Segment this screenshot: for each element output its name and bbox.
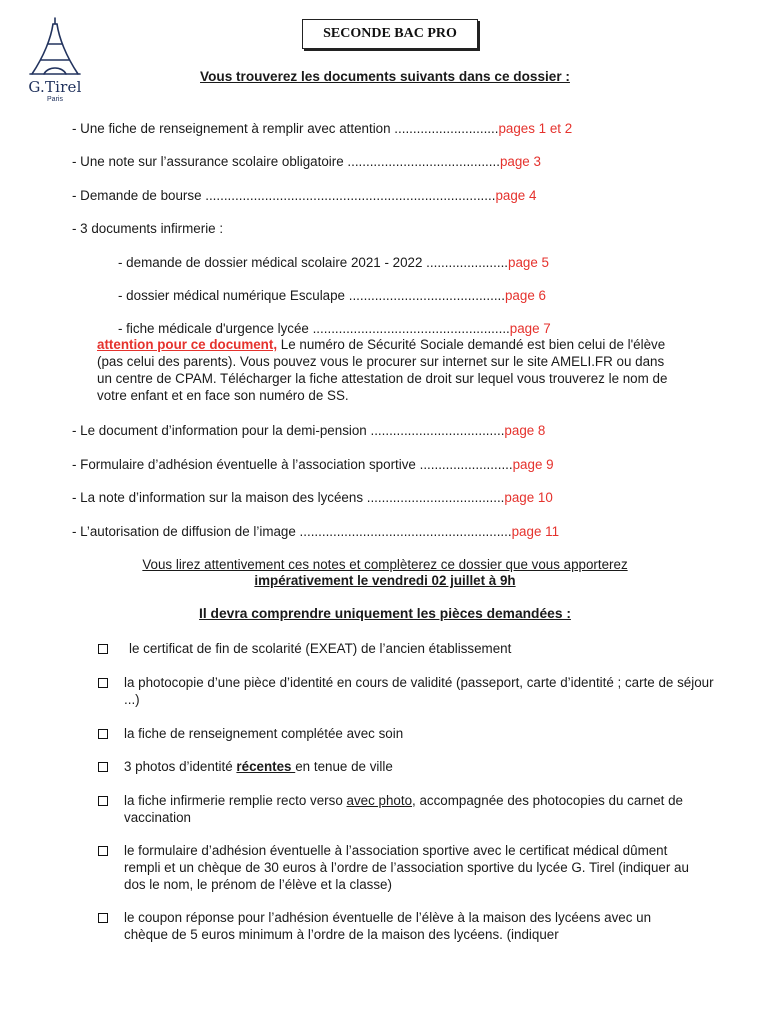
document-label: - demande de dossier médical scolaire 2021 - 2022 ...................... bbox=[118, 255, 509, 270]
document-page: page 11 bbox=[511, 524, 560, 539]
list-item bbox=[72, 221, 223, 236]
document-page: page 9 bbox=[512, 457, 554, 472]
item-text-underline: avec photo bbox=[346, 793, 413, 808]
document-page: pages 1 et 2 bbox=[498, 121, 573, 136]
document-label: - Une fiche de renseignement à remplir avec attention ............................ bbox=[72, 121, 499, 136]
document-page: page 3 bbox=[499, 154, 541, 169]
item-text-pre: 3 photos d’identité bbox=[124, 759, 237, 774]
checkbox[interactable] bbox=[98, 796, 108, 806]
list-item bbox=[72, 188, 536, 203]
item-text-post: , accompagnée des photocopies du carnet de vaccination bbox=[124, 793, 684, 825]
item-text-emphasis: récentes bbox=[236, 759, 296, 774]
checklist-item bbox=[124, 792, 714, 826]
list-item bbox=[72, 121, 572, 136]
requirements-title: Il devra comprendre uniquement les pièces demandées : bbox=[199, 606, 571, 621]
checkbox[interactable] bbox=[98, 913, 108, 923]
item-text-post: en tenue de ville bbox=[295, 759, 393, 774]
document-page: page 5 bbox=[508, 255, 549, 270]
checklist-item: le formulaire d’adhésion éventuelle à l’association sportive avec le certificat médical dûment rempli et un chèque de 30 euros à l’ordre de l’association sportive du lycée G. Tirel (indiquer au dos le nom, le prénom de l’élève et la classe) bbox=[124, 843, 689, 892]
checkbox[interactable] bbox=[98, 762, 108, 772]
document-label: - 3 documents infirmerie : bbox=[72, 221, 224, 236]
document-label: - La note d’information sur la maison des lycéens ..................................... bbox=[72, 490, 505, 505]
list-item bbox=[72, 490, 553, 505]
page-title: SECONDE BAC PRO bbox=[302, 19, 478, 49]
attention-lead: attention pour ce document, bbox=[97, 337, 278, 352]
document-label: - Le document d’information pour la demi-pension .................................... bbox=[72, 423, 505, 438]
checklist-item: le certificat de fin de scolarité (EXEAT) de l’ancien établissement bbox=[129, 641, 512, 656]
page-subtitle: Vous trouverez les documents suivants dans ce dossier : bbox=[200, 69, 570, 84]
checkbox[interactable] bbox=[98, 729, 108, 739]
checklist-item: le coupon réponse pour l’adhésion éventuelle de l’élève à la maison des lycéens avec un chèque de 5 euros minimum à l’ordre de la maison des lycéens. (indiquer bbox=[124, 910, 652, 942]
document-page: page 10 bbox=[504, 490, 553, 505]
document-page: page 8 bbox=[504, 423, 546, 438]
document-page: page 6 bbox=[504, 288, 546, 303]
list-item bbox=[72, 423, 545, 438]
list-item bbox=[72, 457, 554, 472]
document-label: - Demande de bourse .............................................................................. bbox=[72, 188, 496, 203]
checklist-item: la fiche de renseignement complétée avec soin bbox=[124, 726, 404, 741]
checkbox[interactable] bbox=[98, 644, 108, 654]
document-label: - L’autorisation de diffusion de l’image ......................................................... bbox=[72, 524, 512, 539]
document-page: page 7 bbox=[509, 321, 551, 336]
checklist-item: la photocopie d’une pièce d’identité en cours de validité (passeport, carte d’identité ; carte de séjour ...) bbox=[124, 675, 714, 707]
attention-note bbox=[97, 336, 677, 404]
list-item bbox=[118, 288, 546, 303]
document-label: - dossier médical numérique Esculape .......................................... bbox=[118, 288, 505, 303]
document-page: page 4 bbox=[495, 188, 537, 203]
document-label: - Formulaire d’adhésion éventuelle à l’association sportive ......................... bbox=[72, 457, 513, 472]
list-item bbox=[72, 524, 559, 539]
list-item bbox=[118, 255, 549, 270]
logo-name: G.Tirel bbox=[28, 78, 82, 96]
item-text-pre: la fiche infirmerie remplie recto verso bbox=[124, 793, 347, 808]
checklist-item bbox=[124, 758, 714, 775]
logo-city: Paris bbox=[47, 96, 63, 103]
checkbox[interactable] bbox=[98, 678, 108, 688]
list-item bbox=[72, 154, 541, 169]
document-label: - fiche médicale d'urgence lycée ..................................................... bbox=[118, 321, 510, 336]
checkbox[interactable] bbox=[98, 846, 108, 856]
school-logo bbox=[20, 16, 90, 106]
notice-line-2: impérativement le vendredi 02 juillet à 9h bbox=[254, 573, 516, 588]
attention-text: Le numéro de Sécurité Sociale demandé est bien celui de l'élève (pas celui des parents). Vous pouvez vous le procurer sur internet sur le site AMELI.FR ou dans un centre de CPAM. Télécharger la fiche attestation de droit sur lequel vous trouverez le nom de votre enfant et en face son numéro de SS. bbox=[97, 337, 668, 403]
document-label: - Une note sur l’assurance scolaire obligatoire ......................................... bbox=[72, 154, 500, 169]
list-item bbox=[118, 321, 551, 336]
notice-line-1: Vous lirez attentivement ces notes et complèterez ce dossier que vous apporterez bbox=[142, 557, 628, 572]
